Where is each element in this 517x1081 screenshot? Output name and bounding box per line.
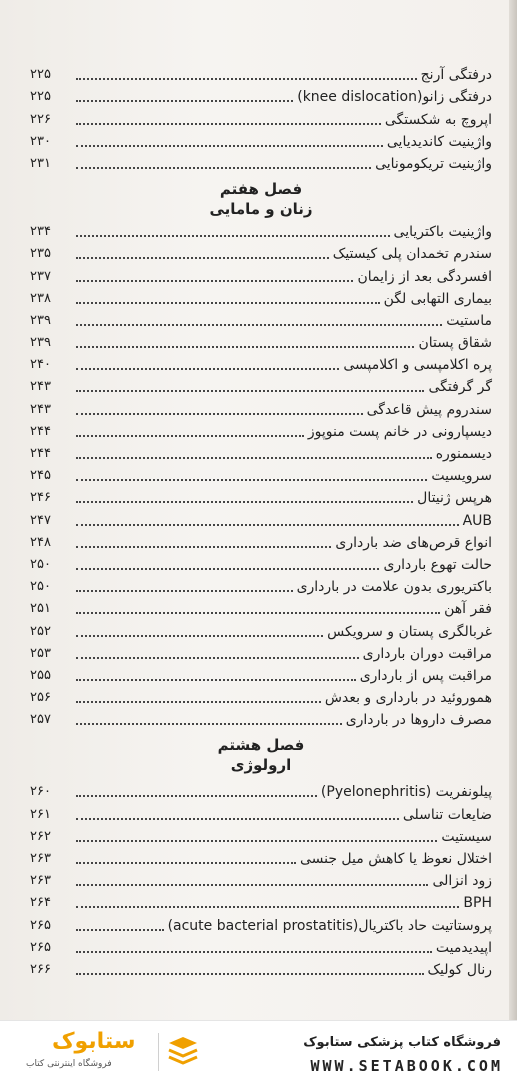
entry-page-number: ۲۴۴ — [30, 446, 51, 461]
entry-title: اپیدیدمیت — [435, 939, 492, 956]
toc-entry — [30, 219, 492, 241]
toc-entry — [30, 463, 492, 485]
entry-title: واژینیت تریکومونایی — [375, 155, 492, 172]
toc-entry — [30, 779, 492, 801]
toc-entry — [30, 530, 492, 552]
entry-page-number: ۲۶۳ — [30, 851, 51, 866]
toc-entry — [30, 801, 492, 823]
entry-title: فقر آهن — [444, 601, 492, 618]
leader-dots — [76, 100, 293, 102]
entry-page-number: ۲۴۶ — [30, 490, 51, 506]
toc-pre-entries — [30, 62, 492, 173]
entry-page-number: ۲۶۲ — [30, 828, 51, 844]
entry-title: AUB — [462, 512, 492, 529]
leader-dots — [76, 884, 428, 886]
leader-dots — [76, 840, 437, 842]
toc-entry — [30, 308, 492, 330]
leader-dots — [76, 590, 293, 592]
entry-page-number: ۲۲۵ — [30, 67, 51, 83]
logo-wordmark: ستابوک — [52, 1029, 136, 1054]
entry-page-number: ۲۵۶ — [30, 690, 51, 706]
entry-title: پروستاتیت حاد باکتریال(acute bacterial prostatitis) — [167, 917, 492, 934]
entry-title: بیماری التهابی لگن — [383, 290, 492, 307]
entry-page-number: ۲۶۰ — [30, 784, 51, 800]
toc-entry — [30, 707, 492, 729]
entry-page-number: ۲۶۵ — [30, 917, 51, 933]
entry-page-number: ۲۳۷ — [30, 268, 51, 284]
leader-dots — [76, 679, 356, 681]
entry-page-number: ۲۴۰ — [30, 357, 51, 373]
book-stack-icon — [166, 1035, 200, 1069]
toc-entry — [30, 419, 492, 441]
table-of-contents — [30, 62, 492, 979]
leader-dots — [76, 906, 459, 908]
chapter7-title: زنان و مامایی — [209, 199, 313, 218]
leader-dots — [76, 123, 381, 125]
entry-page-number: ۲۴۸ — [30, 534, 51, 550]
entry-page-number: ۲۳۸ — [30, 290, 51, 306]
entry-title: سندرم تخمدان پلی کیستیک — [332, 246, 492, 263]
toc-entry — [30, 352, 492, 374]
leader-dots — [76, 951, 432, 953]
toc-entry — [30, 263, 492, 285]
toc-entry — [30, 552, 492, 574]
toc-entry — [30, 824, 492, 846]
entry-title: ماستیت — [446, 312, 492, 329]
entry-page-number: ۲۴۳ — [30, 401, 51, 417]
leader-dots — [76, 973, 424, 975]
toc-entry — [30, 596, 492, 618]
toc-entry — [30, 441, 492, 463]
toc-entry — [30, 641, 492, 663]
entry-title: BPH — [463, 895, 492, 912]
entry-title: دیسمنوره — [435, 446, 492, 462]
entry-page-number: ۲۵۷ — [30, 712, 51, 728]
entry-page-number: ۲۲۵ — [30, 89, 51, 105]
toc-entry — [30, 485, 492, 507]
leader-dots — [76, 612, 440, 614]
toc-entry — [30, 912, 492, 934]
entry-page-number: ۲۶۶ — [30, 961, 51, 977]
entry-page-number: ۲۵۲ — [30, 623, 51, 639]
leader-dots — [76, 501, 413, 503]
chapter7-entries — [30, 219, 492, 729]
entry-title: اپروچ به شکستگی — [384, 111, 492, 128]
entry-title: اختلال نعوظ یا کاهش میل جنسی — [299, 851, 492, 867]
entry-page-number: ۲۳۱ — [30, 155, 51, 171]
entry-page-number: ۲۲۶ — [30, 111, 51, 127]
chapter8-label: فصل هشتم — [217, 736, 305, 755]
toc-entry — [30, 129, 492, 151]
shop-name: فروشگاه کتاب پزشکی ستابوک — [303, 1035, 501, 1050]
toc-entry — [30, 330, 492, 352]
leader-dots — [76, 862, 296, 864]
leader-dots — [76, 479, 427, 481]
leader-dots — [76, 795, 317, 797]
entry-title: سرویسیت — [431, 468, 492, 485]
entry-page-number: ۲۴۷ — [30, 512, 51, 528]
entry-page-number: ۲۵۰ — [30, 579, 51, 595]
leader-dots — [76, 390, 424, 392]
entry-page-number: ۲۳۵ — [30, 246, 51, 262]
entry-title: هرپس ژنیتال — [417, 490, 492, 507]
toc-entry — [30, 62, 492, 84]
leader-dots — [76, 657, 359, 659]
page-edge — [509, 0, 517, 1020]
leader-dots — [76, 257, 329, 259]
entry-page-number: ۲۴۴ — [30, 423, 51, 439]
entry-page-number: ۲۶۵ — [30, 939, 51, 955]
entry-title: سیستیت — [441, 828, 492, 845]
chapter8-title: ارولوژی — [230, 756, 292, 775]
entry-title: حالت تهوع بارداری — [383, 556, 492, 573]
entry-title: دیسپارونی در خانم پست منوپوز — [307, 423, 492, 440]
leader-dots — [76, 413, 363, 415]
entry-page-number: ۲۵۱ — [30, 601, 51, 617]
toc-entry — [30, 241, 492, 263]
chapter8-entries — [30, 779, 492, 979]
toc-entry — [30, 868, 492, 890]
entry-page-number: ۲۶۳ — [30, 873, 51, 889]
leader-dots — [76, 145, 383, 147]
entry-page-number: ۲۶۱ — [30, 806, 51, 822]
leader-dots — [76, 818, 399, 820]
toc-entry — [30, 151, 492, 173]
leader-dots — [76, 524, 459, 526]
toc-entry — [30, 286, 492, 308]
leader-dots — [76, 302, 380, 304]
entry-page-number: ۲۳۴ — [30, 224, 51, 240]
leader-dots — [76, 568, 379, 570]
toc-entry — [30, 507, 492, 529]
entry-title: مراقبت دوران بارداری — [362, 645, 492, 662]
entry-page-number: ۲۵۵ — [30, 667, 51, 683]
logo-subtitle: فروشگاه اینترنتی کتاب — [26, 1059, 112, 1069]
toc-entry — [30, 890, 492, 912]
entry-title: درفتگی زانو(knee dislocation) — [297, 89, 492, 106]
entry-title: هموروئید در بارداری و بعدش — [324, 690, 492, 707]
entry-title: پیلونفریت (Pyelonephritis) — [320, 784, 492, 801]
shop-footer — [0, 1020, 517, 1081]
leader-dots — [76, 929, 164, 931]
entry-title: باکتریوری بدون علامت در بارداری — [296, 579, 492, 596]
entry-title: افسردگی بعد از زایمان — [357, 268, 492, 285]
leader-dots — [76, 368, 339, 370]
leader-dots — [76, 324, 442, 326]
toc-entry — [30, 685, 492, 707]
toc-entry — [30, 374, 492, 396]
entry-page-number: ۲۳۰ — [30, 133, 51, 149]
leader-dots — [76, 723, 342, 725]
leader-dots — [76, 280, 353, 282]
entry-title: پره اکلامپسی و اکلامپسی — [343, 357, 492, 374]
entry-title: رنال کولیک — [427, 961, 492, 978]
entry-title: درفتگی آرنج — [420, 67, 492, 84]
entry-title: واژینیت کاندیدیایی — [386, 133, 492, 150]
entry-page-number: ۲۶۴ — [30, 895, 51, 911]
entry-title: شقاق پستان — [418, 335, 492, 352]
entry-page-number: ۲۴۳ — [30, 379, 51, 395]
toc-entry — [30, 574, 492, 596]
entry-title: مراقبت پس از بارداری — [359, 667, 492, 684]
leader-dots — [76, 235, 390, 237]
leader-dots — [76, 167, 371, 169]
leader-dots — [76, 457, 432, 459]
entry-title: سندروم پیش قاعدگی — [366, 401, 492, 418]
leader-dots — [76, 701, 321, 703]
toc-entry — [30, 846, 492, 868]
shop-url[interactable]: WWW.SETABOOK.COM — [310, 1057, 503, 1075]
chapter7-label: فصل هفتم — [219, 179, 303, 198]
entry-title: گر گرفتگی — [428, 379, 492, 396]
toc-entry — [30, 618, 492, 640]
entry-title: غربالگری پستان و سرویکس — [327, 623, 492, 640]
entry-title: واژینیت باکتریایی — [393, 224, 492, 241]
entry-page-number: ۲۵۳ — [30, 645, 51, 661]
toc-entry — [30, 935, 492, 957]
setabook-logo[interactable] — [12, 1027, 202, 1075]
logo-divider — [158, 1033, 159, 1071]
toc-entry — [30, 106, 492, 128]
toc-entry — [30, 84, 492, 106]
entry-title: زود انزالی — [432, 873, 492, 890]
toc-entry — [30, 396, 492, 418]
toc-entry — [30, 957, 492, 979]
leader-dots — [76, 78, 417, 80]
leader-dots — [76, 635, 323, 637]
entry-title: انواع قرص‌های ضد بارداری — [335, 534, 492, 551]
entry-page-number: ۲۳۹ — [30, 312, 51, 328]
toc-entry — [30, 663, 492, 685]
entry-page-number: ۲۵۰ — [30, 556, 51, 572]
entry-page-number: ۲۴۵ — [30, 468, 51, 484]
entry-title: مصرف داروها در بارداری — [345, 712, 492, 729]
entry-title: ضایعات تناسلی — [402, 806, 492, 823]
leader-dots — [76, 346, 414, 348]
leader-dots — [76, 546, 331, 548]
entry-page-number: ۲۳۹ — [30, 335, 51, 351]
leader-dots — [76, 435, 304, 437]
